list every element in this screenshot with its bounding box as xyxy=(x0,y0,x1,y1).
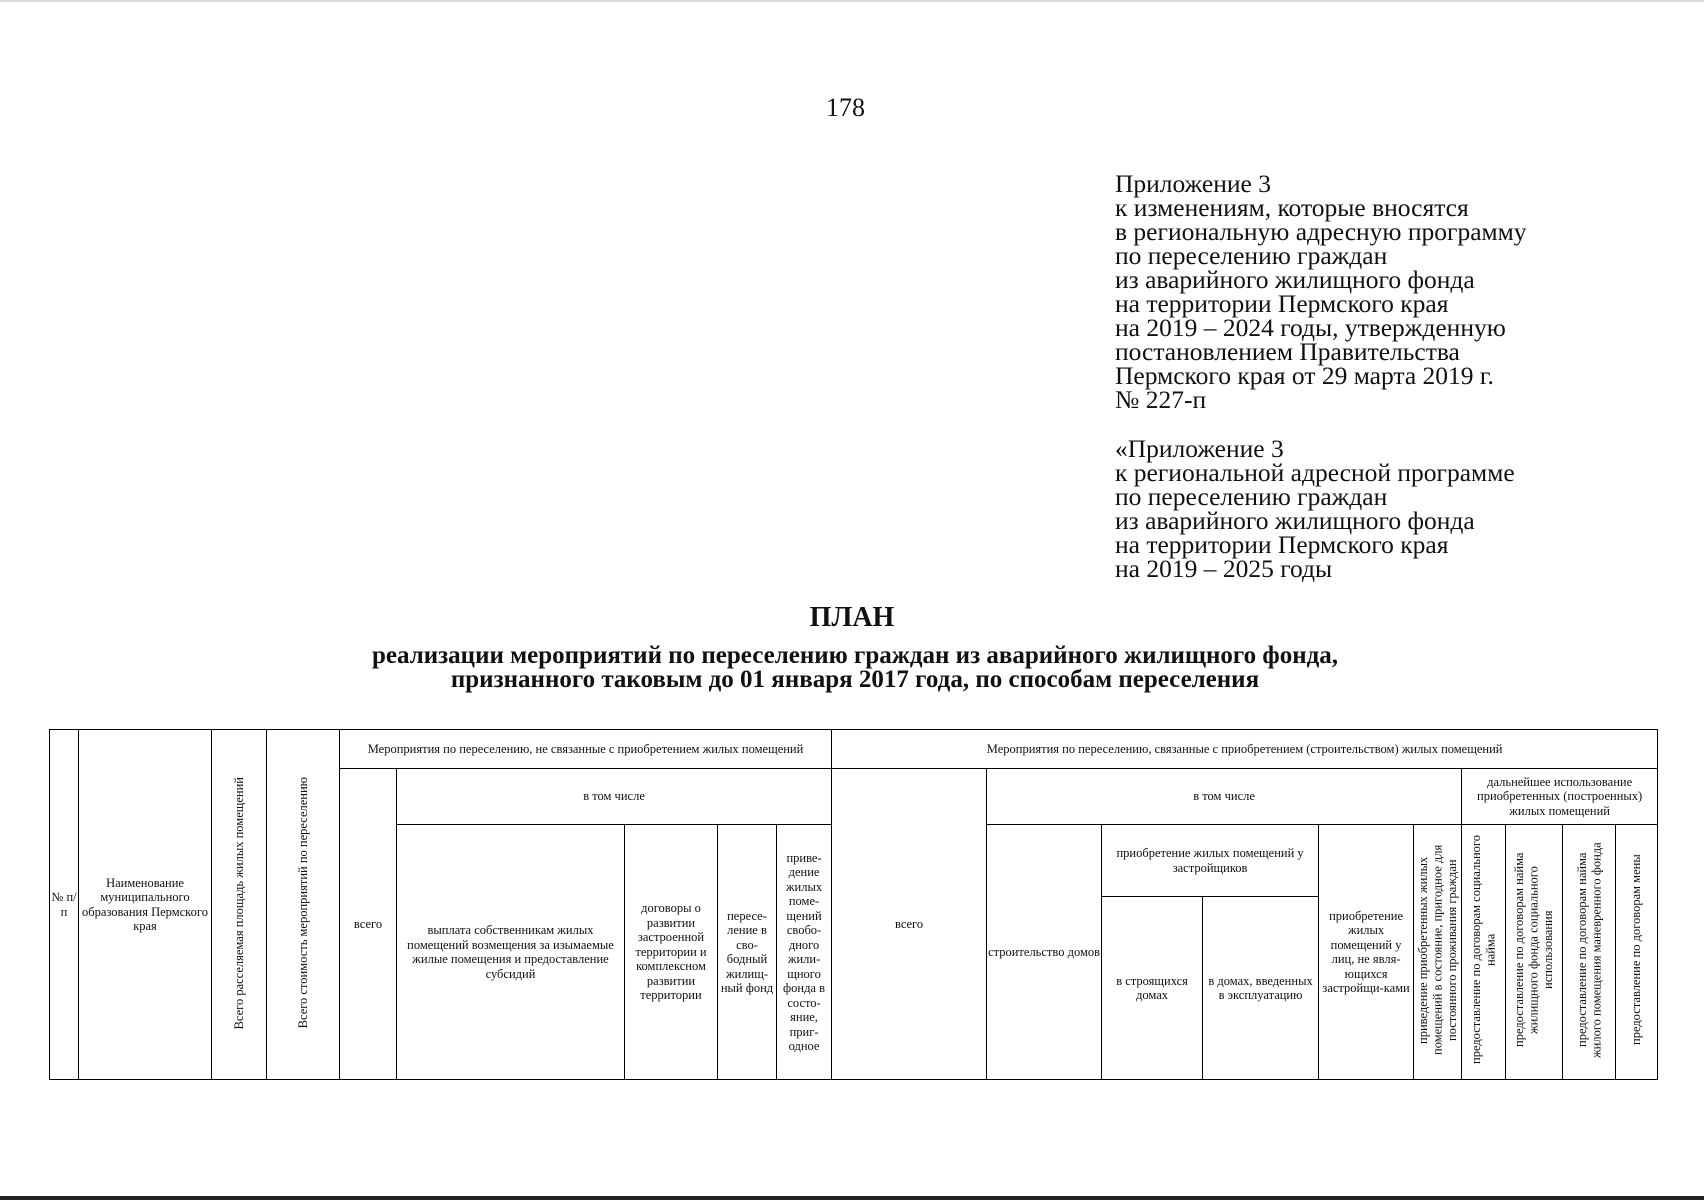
scan-edge-bottom xyxy=(0,1196,1704,1200)
purchase-including-header: в том числе xyxy=(987,769,1462,825)
appendix-line: из аварийного жилищного фонда xyxy=(1115,265,1475,294)
purchase-non-developers-header: приобретение жилых помещений у лиц, не явля-ющихся застройщи-ками xyxy=(1319,825,1414,1080)
appendix-line: из аварийного жилищного фонда xyxy=(1115,506,1475,535)
not-purchase-total-header: всего xyxy=(340,769,397,1080)
under-construction-header: в строящихся домах xyxy=(1102,897,1203,1080)
contracts-header: договоры о развитии застроенной территории и комплексном развитии территории xyxy=(625,825,718,1080)
plan-title: ПЛАН xyxy=(809,602,895,633)
page-number: 178 xyxy=(826,93,865,122)
maneuver-fund-header xyxy=(1563,825,1616,1080)
group-not-purchase-header: Мероприятия по переселению, не связанные с приобретением жилых помещений xyxy=(340,730,832,769)
social-use-rent-label: предоставление по договорам найма жилищного фонда социального использования xyxy=(1512,853,1556,1048)
bringing-purchased-label: приведение приобретенных жилых помещений в состояние, пригодное для постоянного проживания граждан xyxy=(1415,845,1459,1056)
not-purchase-including-header: в том числе xyxy=(397,769,832,825)
col-number-header: № п/п xyxy=(50,730,79,1080)
appendix-line: на 2019 – 2024 годы, утвержденную xyxy=(1115,313,1506,342)
scan-edge-top xyxy=(0,0,1704,2)
group-purchase-header: Мероприятия по переселению, связанные с приобретением (строительством) жилых помещений xyxy=(832,730,1658,769)
appendix-line: «Приложение 3 xyxy=(1115,434,1284,463)
col-name-header: Наименование муниципального образования Пермского края xyxy=(79,730,212,1080)
social-rent-label: предоставление по договорам социального найма xyxy=(1469,835,1498,1065)
social-rent-header xyxy=(1462,825,1506,1080)
appendix-line: к региональной адресной программе xyxy=(1115,458,1515,487)
appendix-line: на 2019 – 2025 годы xyxy=(1115,554,1333,583)
appendix-line: по переселению граждан xyxy=(1115,241,1388,270)
appendix-line: постановлением Правительства xyxy=(1115,337,1460,366)
further-use-header: дальнейшее использование приобретенных (построенных) жилых помещений xyxy=(1462,769,1658,825)
exchange-label: предоставление по договорам мены xyxy=(1629,854,1644,1046)
col-cost-label: Всего стоимость мероприятий по переселению xyxy=(295,777,310,1029)
plan-subtitle-line: реализации мероприятий по переселению граждан из аварийного жилищного фонда, xyxy=(371,642,1339,669)
commissioned-header: в домах, введенных в эксплуатацию xyxy=(1203,897,1319,1080)
appendix-line: к изменениям, которые вносятся xyxy=(1115,193,1469,222)
col-cost-header xyxy=(267,730,340,1080)
col-area-header xyxy=(212,730,267,1080)
col-area-label: Всего расселяемая площадь жилых помещений xyxy=(231,776,246,1029)
appendix-line: на территории Пермского края xyxy=(1115,530,1449,559)
free-fund-header: пересе-ление в сво-бодный жилищ-ный фонд xyxy=(718,825,777,1080)
appendix-line: на территории Пермского края xyxy=(1115,289,1449,318)
purchase-total-header: всего xyxy=(832,769,987,1080)
bringing-purchased-header xyxy=(1414,825,1462,1080)
plan-table xyxy=(49,729,1658,1080)
appendix-line: № 227-п xyxy=(1115,385,1207,414)
appendix-header xyxy=(1115,169,1527,414)
inner-appendix-header xyxy=(1115,434,1515,583)
purchase-developers-header: приобретение жилых помещений у застройщиков xyxy=(1102,825,1319,897)
bringing-free-fund-header: приве-дение жилых поме-щений свобо-дного жили-щного фонда в состо-яние, приг-одное xyxy=(777,825,832,1080)
appendix-line: Пермского края от 29 марта 2019 г. xyxy=(1115,361,1494,390)
social-use-rent-header xyxy=(1506,825,1563,1080)
payment-header: выплата собственникам жилых помещений возмещения за изымаемые жилые помещения и предоставление субсидий xyxy=(397,825,625,1080)
construction-header: строительство домов xyxy=(987,825,1102,1080)
appendix-line: по переселению граждан xyxy=(1115,482,1388,511)
plan-subtitle-line: признанного таковым до 01 января 2017 года, по способам переселения xyxy=(450,666,1260,693)
plan-subtitle xyxy=(260,644,1450,692)
maneuver-fund-label: предоставление по договорам найма жилого помещения маневренного фонда xyxy=(1574,842,1604,1059)
exchange-header xyxy=(1616,825,1658,1080)
appendix-line: Приложение 3 xyxy=(1115,169,1271,198)
appendix-line: в региональную адресную программу xyxy=(1115,217,1527,246)
